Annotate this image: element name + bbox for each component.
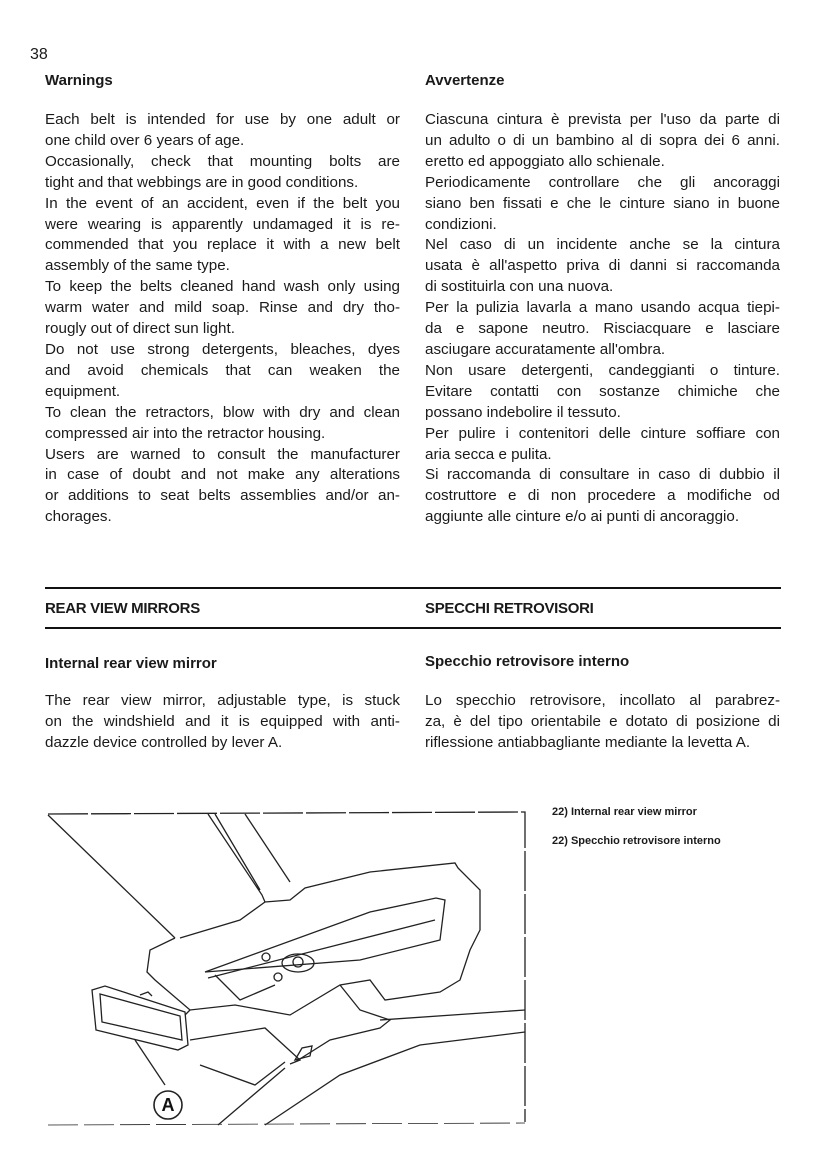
text-line: eretto ed appoggiato allo schienale. bbox=[425, 152, 665, 170]
warnings-text-it bbox=[425, 110, 780, 528]
text-line: equipment. bbox=[45, 382, 121, 400]
text-line: Per pulire i contenitori delle cinture soffiare con bbox=[425, 424, 780, 442]
caption-en: 22) Internal rear view mirror bbox=[552, 806, 697, 818]
text-line: or additions to seat belts assemblies and/or an- bbox=[45, 487, 400, 505]
text-line: usata è all'aspetto priva di danni si raccomanda bbox=[425, 257, 780, 275]
section-rule-bottom bbox=[45, 627, 781, 629]
text-line: compressed air into the retractor housing. bbox=[45, 424, 326, 442]
warnings-title-en: Warnings bbox=[45, 72, 113, 89]
text-line: Si raccomanda di consultare in caso di dubbio il bbox=[425, 466, 780, 484]
rear-view-mirror-illustration bbox=[40, 800, 530, 1130]
text-line: Each belt is intended for use by one adult or bbox=[45, 111, 400, 128]
text-line: condizioni. bbox=[425, 215, 497, 233]
text-line: aggiunte alle cinture e/o ai punti di ancoraggio. bbox=[425, 508, 740, 526]
text-line: Do not use strong detergents, bleaches, dyes bbox=[45, 340, 400, 358]
text-line: To keep the belts cleaned hand wash only using bbox=[45, 278, 400, 296]
section-rule-top bbox=[45, 587, 781, 589]
text-line: Per la pulizia lavarla a mano usando acqua tiepi- bbox=[425, 299, 780, 317]
text-line: chorages. bbox=[45, 508, 112, 526]
text-line: Nel caso di un incidente anche se la cintura bbox=[425, 236, 780, 254]
subtitle-it: Specchio retrovisore interno bbox=[425, 653, 630, 670]
text-line: dazzle device controlled by lever A. bbox=[45, 733, 283, 751]
mirror-text-en bbox=[45, 691, 400, 754]
text-line: Ciascuna cintura è prevista per l'uso da parte di bbox=[425, 111, 780, 128]
text-line: Users are warned to consult the manufacturer bbox=[45, 445, 400, 463]
text-line: Lo specchio retrovisore, incollato al parabrez- bbox=[425, 692, 780, 709]
text-line: possano indebolire il tessuto. bbox=[425, 403, 621, 421]
text-line: warm water and mild soap. Rinse and dry tho- bbox=[45, 299, 400, 317]
text-line: di sostituirla con una nuova. bbox=[425, 278, 614, 296]
warnings-text-en bbox=[45, 110, 400, 528]
warnings-title-it: Avvertenze bbox=[425, 72, 505, 89]
text-line: Evitare contatti con sostanze chimiche che bbox=[425, 382, 780, 400]
text-line: in case of doubt and not make any alterations bbox=[45, 466, 400, 484]
text-line: The rear view mirror, adjustable type, is stuck bbox=[45, 692, 400, 709]
page-number: 38 bbox=[30, 46, 48, 63]
text-line: on the windshield and it is equipped with anti- bbox=[45, 712, 400, 730]
text-line: commended that you replace it with a new belt bbox=[45, 236, 400, 254]
text-line: asciugare accuratamente all'ombra. bbox=[425, 340, 666, 358]
section-title-en: REAR VIEW MIRRORS bbox=[45, 600, 200, 617]
caption-it: 22) Specchio retrovisore interno bbox=[552, 835, 721, 847]
text-line: un adulto o di un bambino al di sopra dei 6 anni. bbox=[425, 131, 780, 149]
text-line: Non usare detergenti, candeggianti o tinture. bbox=[425, 361, 780, 379]
text-line: Periodicamente controllare che gli ancoraggi bbox=[425, 173, 780, 191]
subtitle-en: Internal rear view mirror bbox=[45, 655, 217, 672]
text-line: siano ben fissati e che le cinture siano in buone bbox=[425, 194, 780, 212]
text-line: za, è del tipo orientabile e dotato di posizione di bbox=[425, 712, 780, 730]
text-line: one child over 6 years of age. bbox=[45, 131, 245, 149]
text-line: rougly out of direct sun light. bbox=[45, 320, 235, 338]
text-line: In the event of an accident, even if the belt you bbox=[45, 194, 400, 212]
text-line: and avoid chemicals that can weaken the bbox=[45, 361, 400, 379]
section-title-it: SPECCHI RETROVISORI bbox=[425, 600, 594, 617]
lever-a-label: A bbox=[161, 1095, 175, 1115]
text-line: da e sapone neutro. Risciacquare e lasciare bbox=[425, 320, 780, 338]
mirror-text-it bbox=[425, 691, 780, 754]
text-line: tight and that webbings are in good conditions. bbox=[45, 173, 359, 191]
text-line: To clean the retractors, blow with dry and clean bbox=[45, 403, 400, 421]
text-line: riflessione antiabbagliante mediante la levetta A. bbox=[425, 733, 751, 751]
text-line: Occasionally, check that mounting bolts are bbox=[45, 152, 400, 170]
text-line: aria secca e pulita. bbox=[425, 445, 552, 463]
text-line: were wearing is apparently undamaged it is re- bbox=[45, 215, 400, 233]
text-line: assembly of the same type. bbox=[45, 257, 230, 275]
text-line: costruttore e di non procedere a modifiche od bbox=[425, 487, 780, 505]
